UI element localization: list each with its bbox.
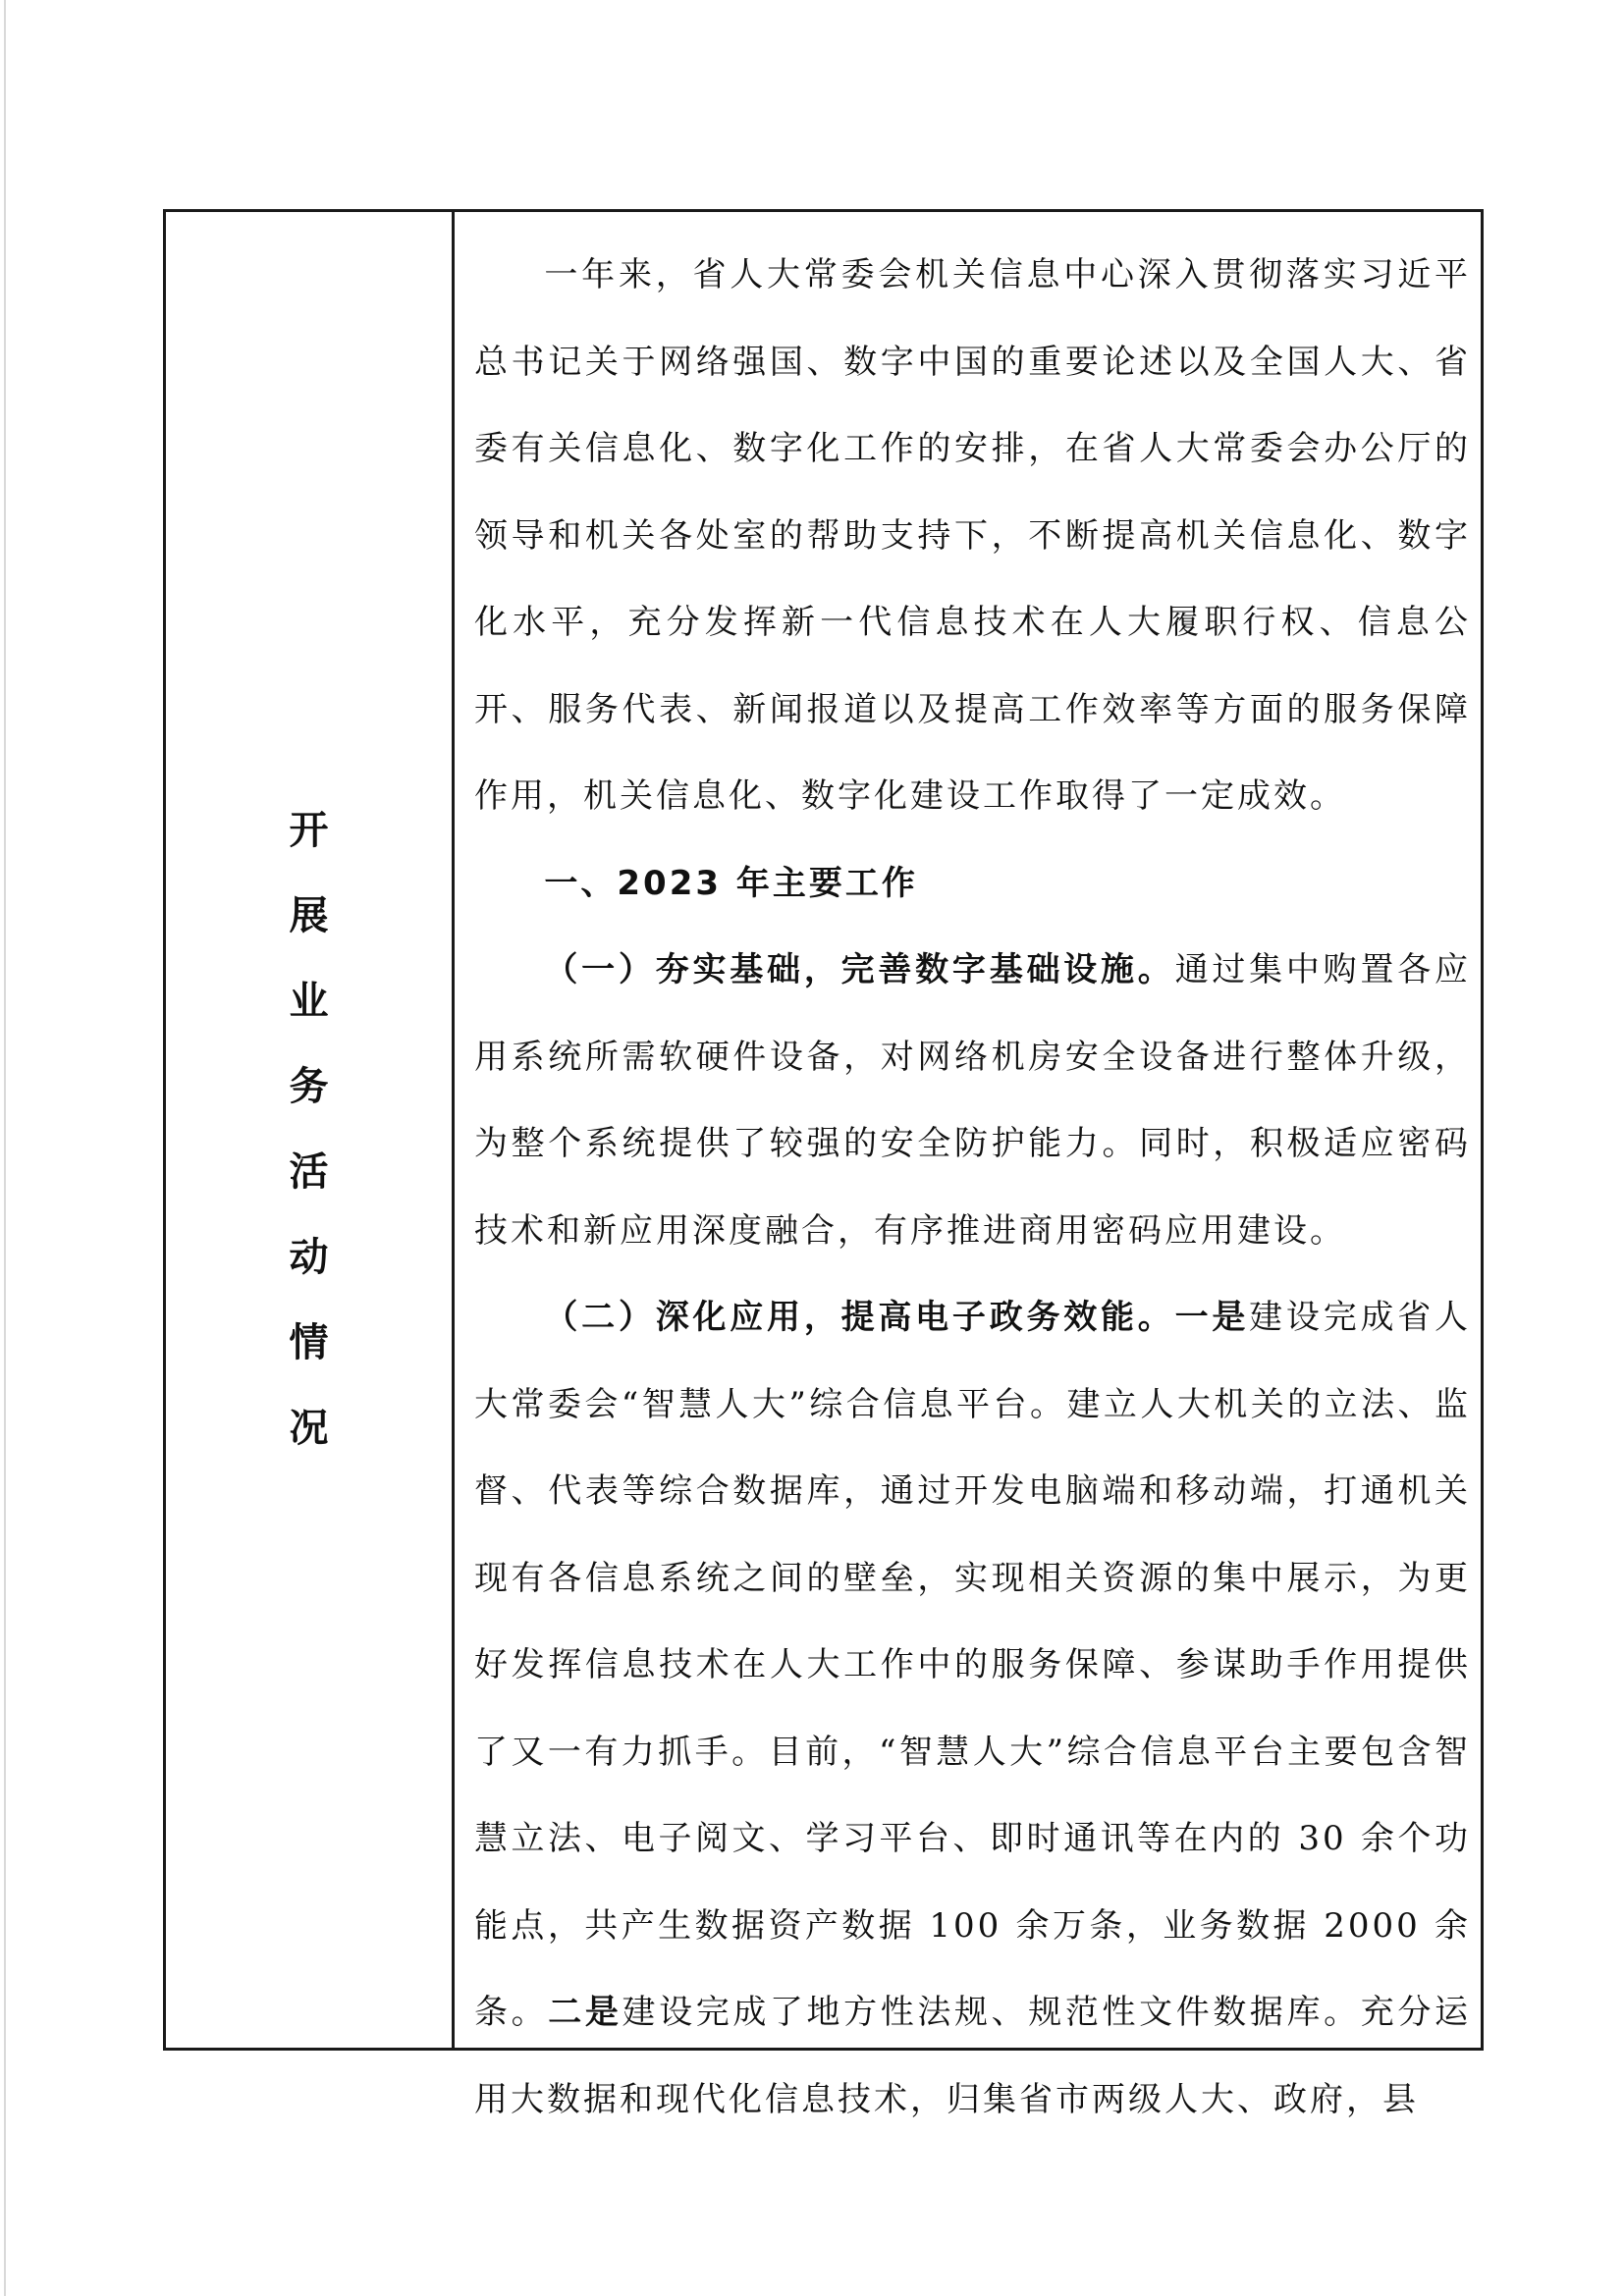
side-label-char: 动 [289,1235,329,1280]
content-cell [474,232,1472,2119]
item1-lead: （一）夯实基础，完善数字基础设施。 [544,950,1175,989]
item2-paragraph [474,1274,1471,2143]
item2-second-mark: 二是 [548,1993,623,2032]
side-label-char: 活 [289,1149,329,1195]
side-label-char: 展 [289,893,329,938]
column-divider [452,212,455,2048]
side-label-char: 开 [289,808,329,853]
item2-first-mark: 一是 [1174,1298,1250,1337]
side-label-char: 况 [289,1406,329,1451]
side-label-char: 务 [289,1064,329,1109]
item1-body: 通过集中购置各应用系统所需软硬件设备，对网络机房安全设备进行整体升级，为整个系统提供了较强的安全防护能力。同时，积极适应密码技术和新应用深度融合，有序推进商用密码应用建设。 [474,950,1472,1251]
item2-first-body: 建设完成省人大常委会“智慧人大”综合信息平台。建立人大机关的立法、监督、代表等综合数据库，通过开发电脑端和移动端，打通机关现有各信息系统之间的壁垒，实现相关资源的集中展示，为更好发挥信息技术在人大工作中的服务保障、参谋助手作用提供了又一有力抓手。目前，“智慧人大”综合信息平台主要包含智慧立法、电子阅文、学习平台、即时通讯等在内的 30 余个功能点，共产生数据资产数据 100 余万条，业务数据 2000 余条。 [474,1298,1472,2032]
item2-lead: （二）深化应用，提高电子政务效能。 [544,1298,1175,1337]
section-heading: 一、2023 年主要工作 [544,863,918,903]
report-table [163,209,1484,2119]
side-label-cell [166,212,452,2048]
item1-paragraph [474,927,1471,1274]
intro-paragraph: 一年来，省人大常委会机关信息中心深入贯彻落实习近平总书记关于网络强国、数字中国的重要论述以及全国人大、省委有关信息化、数字化工作的安排，在省人大常委会办公厅的领导和机关各处室的帮助支持下，不断提高机关信息化、数字化水平，充分发挥新一代信息技术在人大履职行权、信息公开、服务代表、新闻报道以及提高工作效率等方面的服务保障作用，机关信息化、数字化建设工作取得了一定成效。 [474,255,1471,816]
side-label-char: 情 [289,1320,329,1365]
side-label-char: 业 [289,979,329,1024]
scan-edge [4,0,6,2296]
item2-second-body: 建设完成了地方性法规、规范性文件数据库。充分运用大数据和现代化信息技术，归集省市两级人大、政府，县 [474,1993,1472,2119]
